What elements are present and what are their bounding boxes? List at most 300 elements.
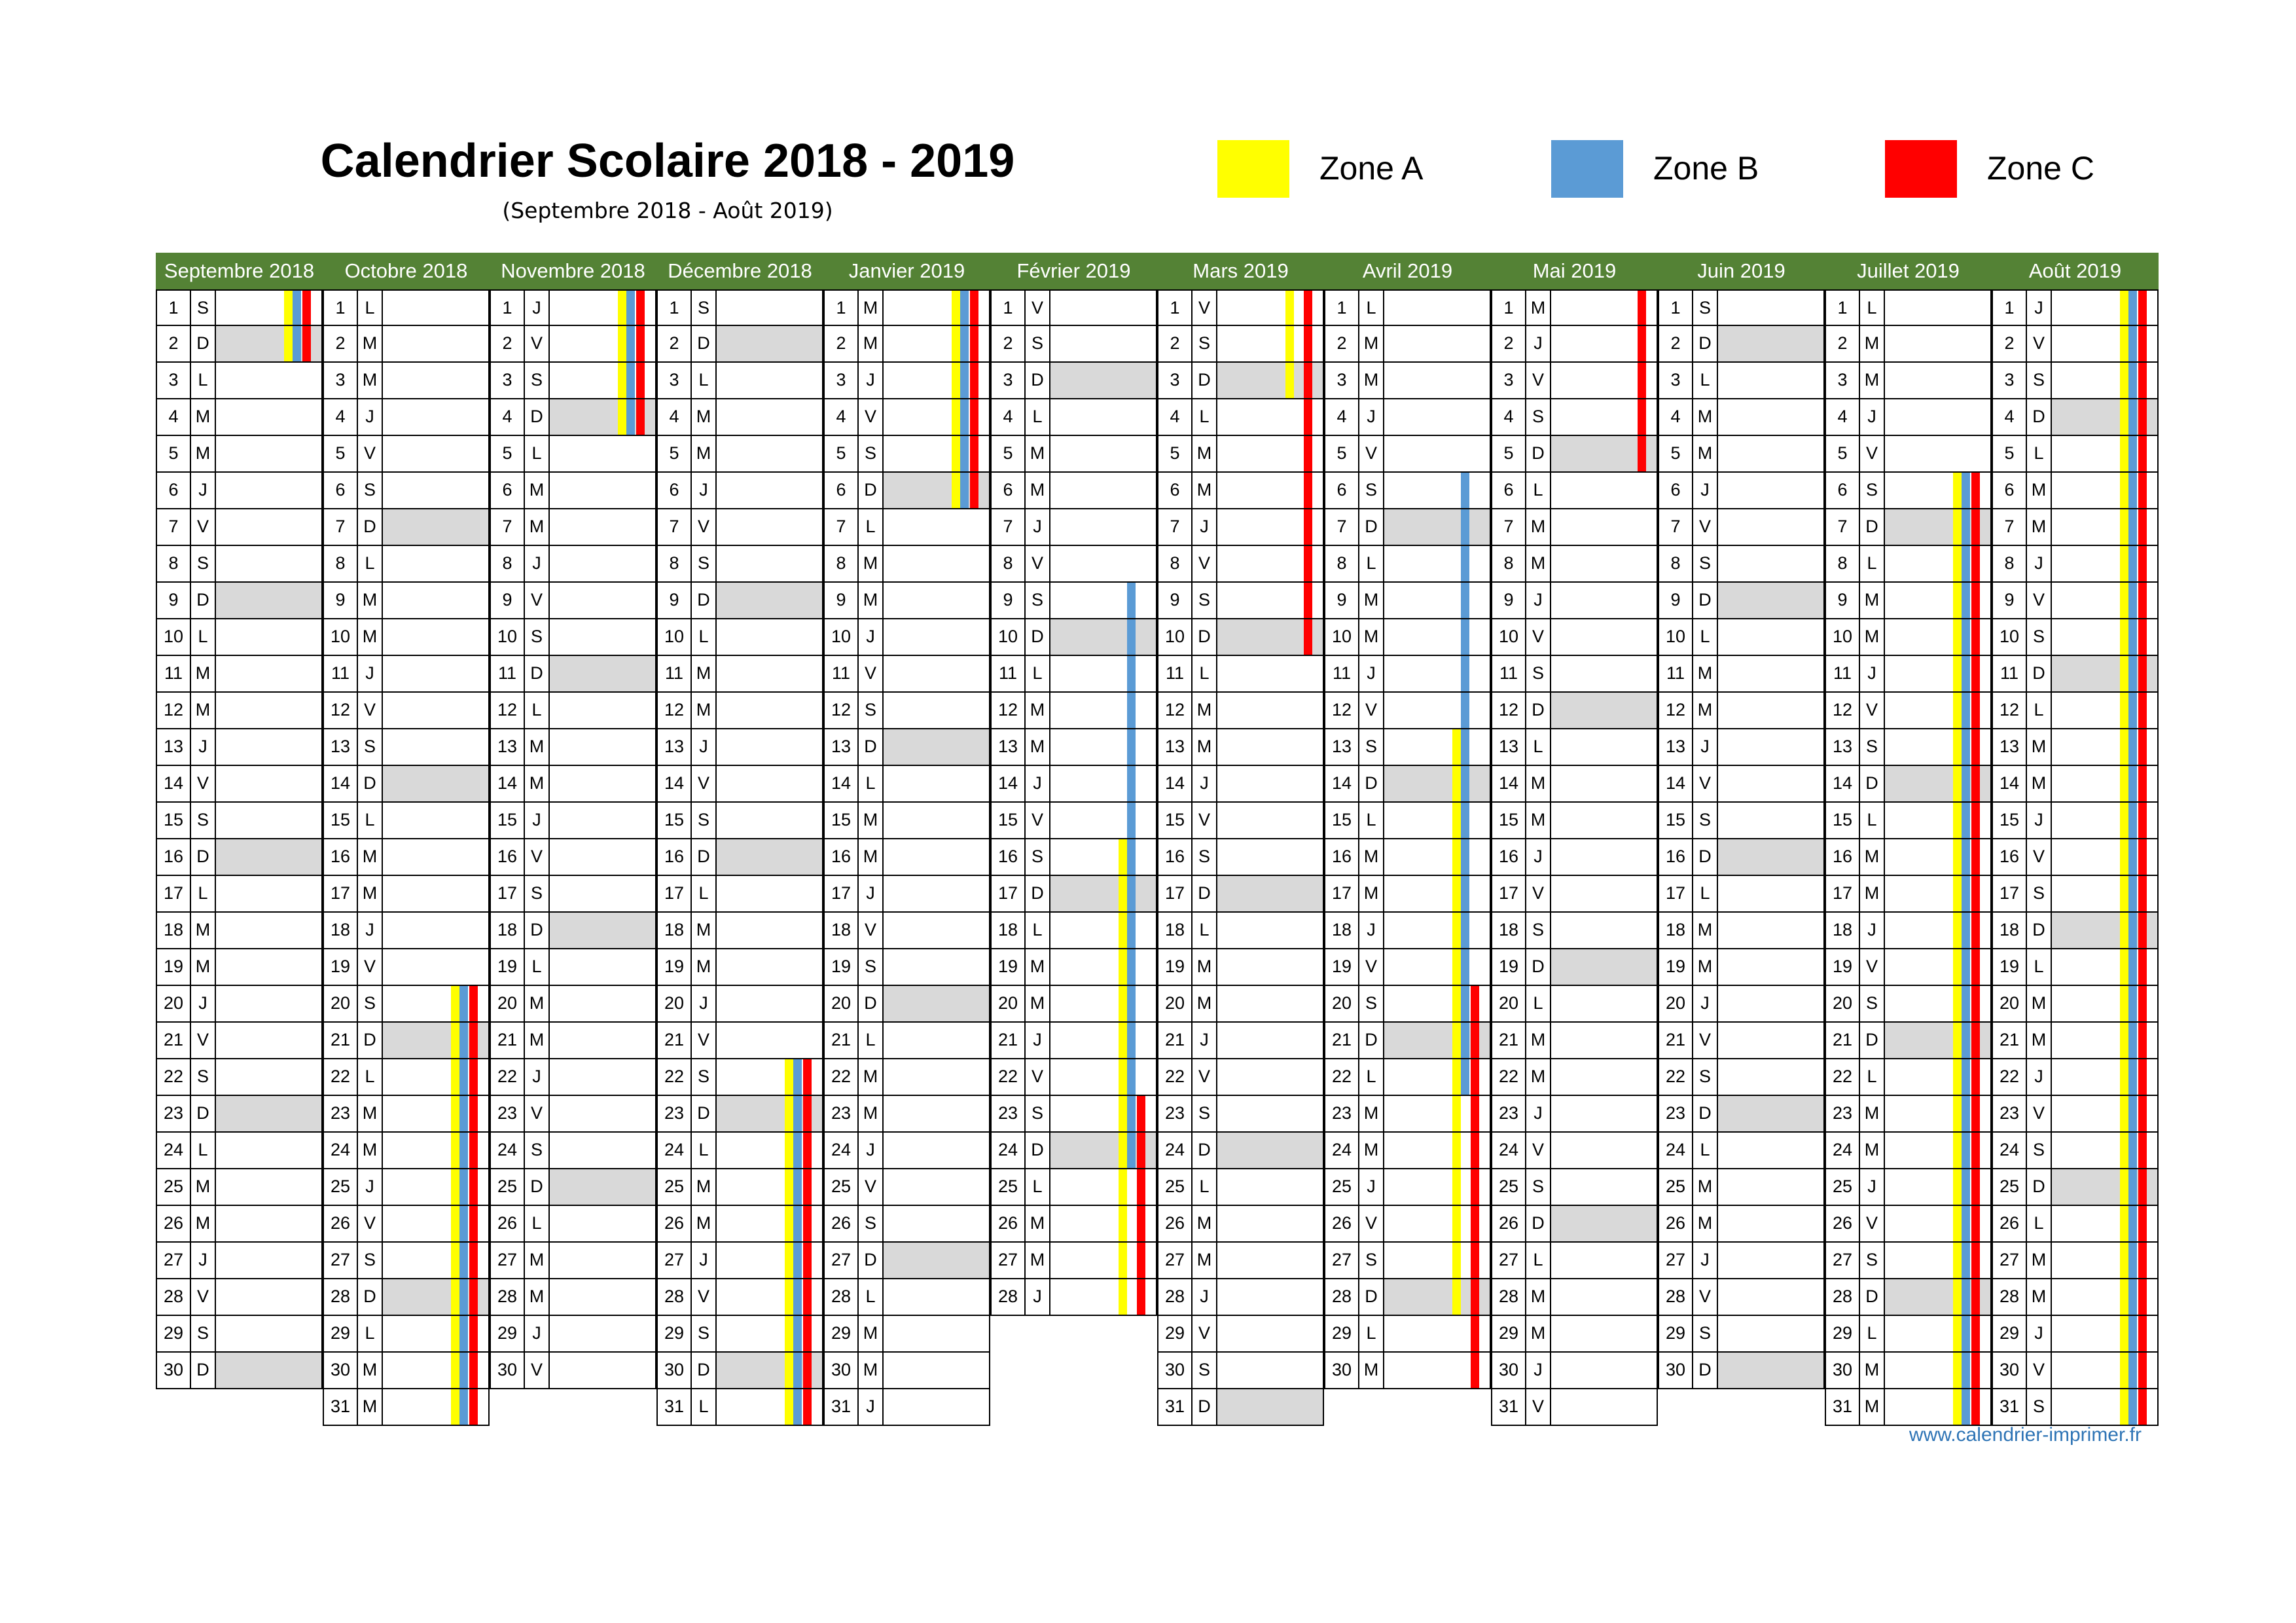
event-cell[interactable] bbox=[717, 473, 822, 508]
event-cell[interactable] bbox=[550, 1059, 655, 1095]
event-cell[interactable] bbox=[1885, 363, 1990, 398]
event-cell[interactable] bbox=[717, 1389, 822, 1425]
event-cell[interactable] bbox=[1217, 876, 1323, 911]
event-cell[interactable] bbox=[550, 656, 655, 691]
event-cell[interactable] bbox=[1885, 291, 1990, 325]
event-cell[interactable] bbox=[1718, 729, 1823, 765]
event-cell[interactable] bbox=[1050, 656, 1156, 691]
event-cell[interactable] bbox=[1718, 1279, 1823, 1315]
event-cell[interactable] bbox=[1217, 913, 1323, 948]
event-cell[interactable] bbox=[1551, 803, 1657, 838]
event-cell[interactable] bbox=[1050, 913, 1156, 948]
event-cell[interactable] bbox=[1551, 1316, 1657, 1351]
event-cell[interactable] bbox=[1217, 1316, 1323, 1351]
event-cell[interactable] bbox=[1551, 291, 1657, 325]
event-cell[interactable] bbox=[717, 291, 822, 325]
event-cell[interactable] bbox=[1718, 473, 1823, 508]
event-cell[interactable] bbox=[383, 1206, 488, 1241]
event-cell[interactable] bbox=[1217, 583, 1323, 618]
event-cell[interactable] bbox=[2052, 693, 2157, 728]
event-cell[interactable] bbox=[717, 583, 822, 618]
event-cell[interactable] bbox=[2052, 1133, 2157, 1168]
event-cell[interactable] bbox=[717, 656, 822, 691]
event-cell[interactable] bbox=[1551, 729, 1657, 765]
event-cell[interactable] bbox=[1551, 1169, 1657, 1205]
event-cell[interactable] bbox=[1384, 803, 1490, 838]
event-cell[interactable] bbox=[216, 546, 321, 581]
event-cell[interactable] bbox=[1384, 583, 1490, 618]
event-cell[interactable] bbox=[884, 1206, 989, 1241]
event-cell[interactable] bbox=[1217, 986, 1323, 1021]
event-cell[interactable] bbox=[383, 1353, 488, 1388]
event-cell[interactable] bbox=[884, 839, 989, 875]
event-cell[interactable] bbox=[1217, 839, 1323, 875]
event-cell[interactable] bbox=[717, 1096, 822, 1131]
event-cell[interactable] bbox=[884, 1059, 989, 1095]
event-cell[interactable] bbox=[550, 1169, 655, 1205]
event-cell[interactable] bbox=[1718, 693, 1823, 728]
event-cell[interactable] bbox=[2052, 1059, 2157, 1095]
event-cell[interactable] bbox=[1885, 1169, 1990, 1205]
event-cell[interactable] bbox=[1718, 656, 1823, 691]
event-cell[interactable] bbox=[383, 291, 488, 325]
event-cell[interactable] bbox=[216, 656, 321, 691]
event-cell[interactable] bbox=[717, 1169, 822, 1205]
event-cell[interactable] bbox=[383, 1023, 488, 1058]
event-cell[interactable] bbox=[2052, 949, 2157, 985]
event-cell[interactable] bbox=[717, 399, 822, 435]
event-cell[interactable] bbox=[1885, 1206, 1990, 1241]
event-cell[interactable] bbox=[1050, 363, 1156, 398]
event-cell[interactable] bbox=[1718, 913, 1823, 948]
event-cell[interactable] bbox=[1718, 1353, 1823, 1388]
event-cell[interactable] bbox=[1384, 509, 1490, 545]
event-cell[interactable] bbox=[216, 949, 321, 985]
event-cell[interactable] bbox=[216, 839, 321, 875]
event-cell[interactable] bbox=[383, 949, 488, 985]
event-cell[interactable] bbox=[717, 1059, 822, 1095]
event-cell[interactable] bbox=[884, 1316, 989, 1351]
event-cell[interactable] bbox=[1551, 509, 1657, 545]
event-cell[interactable] bbox=[383, 913, 488, 948]
event-cell[interactable] bbox=[1050, 619, 1156, 655]
event-cell[interactable] bbox=[2052, 363, 2157, 398]
event-cell[interactable] bbox=[1050, 326, 1156, 361]
event-cell[interactable] bbox=[383, 729, 488, 765]
event-cell[interactable] bbox=[1217, 803, 1323, 838]
event-cell[interactable] bbox=[717, 1023, 822, 1058]
event-cell[interactable] bbox=[550, 326, 655, 361]
event-cell[interactable] bbox=[1217, 1059, 1323, 1095]
event-cell[interactable] bbox=[884, 986, 989, 1021]
event-cell[interactable] bbox=[550, 1096, 655, 1131]
event-cell[interactable] bbox=[216, 583, 321, 618]
event-cell[interactable] bbox=[884, 1243, 989, 1278]
event-cell[interactable] bbox=[1050, 1133, 1156, 1168]
event-cell[interactable] bbox=[1384, 1169, 1490, 1205]
event-cell[interactable] bbox=[1551, 583, 1657, 618]
event-cell[interactable] bbox=[1384, 729, 1490, 765]
event-cell[interactable] bbox=[216, 619, 321, 655]
event-cell[interactable] bbox=[1885, 1279, 1990, 1315]
event-cell[interactable] bbox=[1384, 949, 1490, 985]
event-cell[interactable] bbox=[1384, 1353, 1490, 1388]
event-cell[interactable] bbox=[1384, 436, 1490, 471]
event-cell[interactable] bbox=[1217, 1096, 1323, 1131]
event-cell[interactable] bbox=[550, 766, 655, 801]
event-cell[interactable] bbox=[1217, 1206, 1323, 1241]
event-cell[interactable] bbox=[1217, 1279, 1323, 1315]
event-cell[interactable] bbox=[1217, 291, 1323, 325]
event-cell[interactable] bbox=[1551, 656, 1657, 691]
event-cell[interactable] bbox=[1551, 913, 1657, 948]
event-cell[interactable] bbox=[1885, 839, 1990, 875]
event-cell[interactable] bbox=[717, 693, 822, 728]
event-cell[interactable] bbox=[717, 803, 822, 838]
event-cell[interactable] bbox=[383, 1389, 488, 1425]
event-cell[interactable] bbox=[550, 291, 655, 325]
event-cell[interactable] bbox=[383, 803, 488, 838]
event-cell[interactable] bbox=[1050, 803, 1156, 838]
event-cell[interactable] bbox=[2052, 839, 2157, 875]
event-cell[interactable] bbox=[1551, 1353, 1657, 1388]
event-cell[interactable] bbox=[2052, 1243, 2157, 1278]
event-cell[interactable] bbox=[1551, 1023, 1657, 1058]
event-cell[interactable] bbox=[1718, 1243, 1823, 1278]
event-cell[interactable] bbox=[1551, 326, 1657, 361]
event-cell[interactable] bbox=[717, 1243, 822, 1278]
event-cell[interactable] bbox=[216, 913, 321, 948]
event-cell[interactable] bbox=[550, 363, 655, 398]
event-cell[interactable] bbox=[1551, 949, 1657, 985]
event-cell[interactable] bbox=[383, 766, 488, 801]
event-cell[interactable] bbox=[1718, 436, 1823, 471]
event-cell[interactable] bbox=[550, 399, 655, 435]
event-cell[interactable] bbox=[216, 473, 321, 508]
event-cell[interactable] bbox=[383, 986, 488, 1021]
event-cell[interactable] bbox=[550, 986, 655, 1021]
event-cell[interactable] bbox=[550, 693, 655, 728]
event-cell[interactable] bbox=[1885, 876, 1990, 911]
event-cell[interactable] bbox=[1217, 1389, 1323, 1425]
event-cell[interactable] bbox=[383, 326, 488, 361]
event-cell[interactable] bbox=[216, 1279, 321, 1315]
event-cell[interactable] bbox=[1217, 619, 1323, 655]
event-cell[interactable] bbox=[1885, 986, 1990, 1021]
event-cell[interactable] bbox=[383, 473, 488, 508]
event-cell[interactable] bbox=[550, 1353, 655, 1388]
event-cell[interactable] bbox=[1718, 1206, 1823, 1241]
event-cell[interactable] bbox=[1718, 546, 1823, 581]
event-cell[interactable] bbox=[1050, 1059, 1156, 1095]
event-cell[interactable] bbox=[383, 839, 488, 875]
event-cell[interactable] bbox=[1885, 326, 1990, 361]
event-cell[interactable] bbox=[1050, 546, 1156, 581]
event-cell[interactable] bbox=[1885, 546, 1990, 581]
event-cell[interactable] bbox=[216, 291, 321, 325]
event-cell[interactable] bbox=[216, 326, 321, 361]
event-cell[interactable] bbox=[2052, 913, 2157, 948]
event-cell[interactable] bbox=[2052, 473, 2157, 508]
event-cell[interactable] bbox=[216, 1023, 321, 1058]
event-cell[interactable] bbox=[1885, 766, 1990, 801]
event-cell[interactable] bbox=[884, 876, 989, 911]
event-cell[interactable] bbox=[1384, 766, 1490, 801]
event-cell[interactable] bbox=[1885, 473, 1990, 508]
event-cell[interactable] bbox=[1384, 693, 1490, 728]
event-cell[interactable] bbox=[2052, 876, 2157, 911]
event-cell[interactable] bbox=[717, 509, 822, 545]
event-cell[interactable] bbox=[1050, 399, 1156, 435]
event-cell[interactable] bbox=[884, 399, 989, 435]
event-cell[interactable] bbox=[216, 1316, 321, 1351]
event-cell[interactable] bbox=[1551, 839, 1657, 875]
event-cell[interactable] bbox=[550, 1279, 655, 1315]
event-cell[interactable] bbox=[550, 913, 655, 948]
event-cell[interactable] bbox=[1718, 839, 1823, 875]
event-cell[interactable] bbox=[216, 1353, 321, 1388]
event-cell[interactable] bbox=[884, 729, 989, 765]
event-cell[interactable] bbox=[1217, 1169, 1323, 1205]
event-cell[interactable] bbox=[216, 1096, 321, 1131]
event-cell[interactable] bbox=[1384, 326, 1490, 361]
event-cell[interactable] bbox=[1551, 1059, 1657, 1095]
event-cell[interactable] bbox=[2052, 583, 2157, 618]
event-cell[interactable] bbox=[216, 1243, 321, 1278]
event-cell[interactable] bbox=[884, 1353, 989, 1388]
event-cell[interactable] bbox=[216, 1169, 321, 1205]
event-cell[interactable] bbox=[884, 1279, 989, 1315]
event-cell[interactable] bbox=[2052, 1023, 2157, 1058]
event-cell[interactable] bbox=[216, 436, 321, 471]
event-cell[interactable] bbox=[1551, 1096, 1657, 1131]
event-cell[interactable] bbox=[1718, 1133, 1823, 1168]
event-cell[interactable] bbox=[1217, 693, 1323, 728]
event-cell[interactable] bbox=[717, 1133, 822, 1168]
event-cell[interactable] bbox=[216, 1206, 321, 1241]
event-cell[interactable] bbox=[383, 363, 488, 398]
event-cell[interactable] bbox=[1885, 693, 1990, 728]
event-cell[interactable] bbox=[1384, 1316, 1490, 1351]
event-cell[interactable] bbox=[1384, 1279, 1490, 1315]
event-cell[interactable] bbox=[2052, 656, 2157, 691]
event-cell[interactable] bbox=[1217, 473, 1323, 508]
event-cell[interactable] bbox=[884, 949, 989, 985]
event-cell[interactable] bbox=[1718, 803, 1823, 838]
event-cell[interactable] bbox=[1384, 986, 1490, 1021]
event-cell[interactable] bbox=[1551, 1389, 1657, 1425]
event-cell[interactable] bbox=[717, 1279, 822, 1315]
event-cell[interactable] bbox=[1217, 1243, 1323, 1278]
event-cell[interactable] bbox=[1551, 1206, 1657, 1241]
event-cell[interactable] bbox=[884, 766, 989, 801]
event-cell[interactable] bbox=[1885, 656, 1990, 691]
event-cell[interactable] bbox=[1217, 399, 1323, 435]
event-cell[interactable] bbox=[1551, 693, 1657, 728]
event-cell[interactable] bbox=[1718, 1316, 1823, 1351]
event-cell[interactable] bbox=[884, 1023, 989, 1058]
event-cell[interactable] bbox=[1217, 546, 1323, 581]
event-cell[interactable] bbox=[1217, 949, 1323, 985]
event-cell[interactable] bbox=[1384, 1206, 1490, 1241]
event-cell[interactable] bbox=[550, 1316, 655, 1351]
event-cell[interactable] bbox=[1718, 1023, 1823, 1058]
event-cell[interactable] bbox=[1217, 729, 1323, 765]
event-cell[interactable] bbox=[550, 619, 655, 655]
event-cell[interactable] bbox=[2052, 291, 2157, 325]
event-cell[interactable] bbox=[1718, 1169, 1823, 1205]
event-cell[interactable] bbox=[1217, 509, 1323, 545]
event-cell[interactable] bbox=[2052, 1169, 2157, 1205]
event-cell[interactable] bbox=[383, 876, 488, 911]
event-cell[interactable] bbox=[1050, 1243, 1156, 1278]
event-cell[interactable] bbox=[383, 436, 488, 471]
event-cell[interactable] bbox=[717, 913, 822, 948]
event-cell[interactable] bbox=[1885, 1096, 1990, 1131]
event-cell[interactable] bbox=[383, 546, 488, 581]
event-cell[interactable] bbox=[1217, 1023, 1323, 1058]
event-cell[interactable] bbox=[1050, 1279, 1156, 1315]
event-cell[interactable] bbox=[1885, 1243, 1990, 1278]
event-cell[interactable] bbox=[1885, 619, 1990, 655]
event-cell[interactable] bbox=[1551, 876, 1657, 911]
event-cell[interactable] bbox=[216, 693, 321, 728]
event-cell[interactable] bbox=[1050, 949, 1156, 985]
event-cell[interactable] bbox=[550, 583, 655, 618]
event-cell[interactable] bbox=[1384, 473, 1490, 508]
event-cell[interactable] bbox=[1050, 291, 1156, 325]
event-cell[interactable] bbox=[550, 1133, 655, 1168]
event-cell[interactable] bbox=[717, 619, 822, 655]
event-cell[interactable] bbox=[1718, 949, 1823, 985]
event-cell[interactable] bbox=[1885, 399, 1990, 435]
event-cell[interactable] bbox=[1551, 1133, 1657, 1168]
event-cell[interactable] bbox=[717, 326, 822, 361]
event-cell[interactable] bbox=[383, 656, 488, 691]
event-cell[interactable] bbox=[1551, 546, 1657, 581]
event-cell[interactable] bbox=[2052, 1316, 2157, 1351]
event-cell[interactable] bbox=[550, 436, 655, 471]
website-link[interactable]: www.calendrier-imprimer.fr bbox=[1909, 1424, 2142, 1446]
event-cell[interactable] bbox=[216, 1133, 321, 1168]
event-cell[interactable] bbox=[717, 1353, 822, 1388]
event-cell[interactable] bbox=[1384, 839, 1490, 875]
event-cell[interactable] bbox=[216, 876, 321, 911]
event-cell[interactable] bbox=[383, 1279, 488, 1315]
event-cell[interactable] bbox=[1217, 766, 1323, 801]
event-cell[interactable] bbox=[1050, 876, 1156, 911]
event-cell[interactable] bbox=[216, 363, 321, 398]
event-cell[interactable] bbox=[1050, 1169, 1156, 1205]
event-cell[interactable] bbox=[216, 766, 321, 801]
event-cell[interactable] bbox=[884, 546, 989, 581]
event-cell[interactable] bbox=[383, 1133, 488, 1168]
event-cell[interactable] bbox=[1885, 1316, 1990, 1351]
event-cell[interactable] bbox=[550, 546, 655, 581]
event-cell[interactable] bbox=[1718, 1096, 1823, 1131]
event-cell[interactable] bbox=[1885, 729, 1990, 765]
event-cell[interactable] bbox=[1050, 766, 1156, 801]
event-cell[interactable] bbox=[550, 473, 655, 508]
event-cell[interactable] bbox=[2052, 509, 2157, 545]
event-cell[interactable] bbox=[884, 619, 989, 655]
event-cell[interactable] bbox=[1885, 1389, 1990, 1425]
event-cell[interactable] bbox=[884, 509, 989, 545]
event-cell[interactable] bbox=[216, 1059, 321, 1095]
event-cell[interactable] bbox=[2052, 326, 2157, 361]
event-cell[interactable] bbox=[550, 729, 655, 765]
event-cell[interactable] bbox=[1718, 326, 1823, 361]
event-cell[interactable] bbox=[1217, 1133, 1323, 1168]
event-cell[interactable] bbox=[550, 1206, 655, 1241]
event-cell[interactable] bbox=[2052, 546, 2157, 581]
event-cell[interactable] bbox=[717, 766, 822, 801]
event-cell[interactable] bbox=[1384, 1059, 1490, 1095]
event-cell[interactable] bbox=[717, 436, 822, 471]
event-cell[interactable] bbox=[884, 803, 989, 838]
event-cell[interactable] bbox=[1885, 913, 1990, 948]
event-cell[interactable] bbox=[1718, 399, 1823, 435]
event-cell[interactable] bbox=[717, 949, 822, 985]
event-cell[interactable] bbox=[1718, 876, 1823, 911]
event-cell[interactable] bbox=[1217, 326, 1323, 361]
event-cell[interactable] bbox=[550, 509, 655, 545]
event-cell[interactable] bbox=[1885, 803, 1990, 838]
event-cell[interactable] bbox=[383, 1243, 488, 1278]
event-cell[interactable] bbox=[2052, 986, 2157, 1021]
event-cell[interactable] bbox=[884, 656, 989, 691]
event-cell[interactable] bbox=[1551, 473, 1657, 508]
event-cell[interactable] bbox=[1551, 1243, 1657, 1278]
event-cell[interactable] bbox=[1050, 436, 1156, 471]
event-cell[interactable] bbox=[1718, 363, 1823, 398]
event-cell[interactable] bbox=[1885, 1023, 1990, 1058]
event-cell[interactable] bbox=[1217, 363, 1323, 398]
event-cell[interactable] bbox=[717, 729, 822, 765]
event-cell[interactable] bbox=[383, 399, 488, 435]
event-cell[interactable] bbox=[550, 1023, 655, 1058]
event-cell[interactable] bbox=[1050, 693, 1156, 728]
event-cell[interactable] bbox=[383, 619, 488, 655]
event-cell[interactable] bbox=[1384, 1243, 1490, 1278]
event-cell[interactable] bbox=[1885, 583, 1990, 618]
event-cell[interactable] bbox=[884, 1096, 989, 1131]
event-cell[interactable] bbox=[1718, 291, 1823, 325]
event-cell[interactable] bbox=[1551, 1279, 1657, 1315]
event-cell[interactable] bbox=[550, 803, 655, 838]
event-cell[interactable] bbox=[1384, 363, 1490, 398]
event-cell[interactable] bbox=[550, 876, 655, 911]
event-cell[interactable] bbox=[1050, 1096, 1156, 1131]
event-cell[interactable] bbox=[550, 839, 655, 875]
event-cell[interactable] bbox=[1050, 509, 1156, 545]
event-cell[interactable] bbox=[717, 1316, 822, 1351]
event-cell[interactable] bbox=[717, 876, 822, 911]
event-cell[interactable] bbox=[383, 1096, 488, 1131]
event-cell[interactable] bbox=[1885, 509, 1990, 545]
event-cell[interactable] bbox=[383, 693, 488, 728]
event-cell[interactable] bbox=[216, 399, 321, 435]
event-cell[interactable] bbox=[1718, 986, 1823, 1021]
event-cell[interactable] bbox=[383, 583, 488, 618]
event-cell[interactable] bbox=[550, 949, 655, 985]
event-cell[interactable] bbox=[2052, 399, 2157, 435]
event-cell[interactable] bbox=[550, 1243, 655, 1278]
event-cell[interactable] bbox=[1050, 583, 1156, 618]
event-cell[interactable] bbox=[717, 546, 822, 581]
event-cell[interactable] bbox=[1551, 766, 1657, 801]
event-cell[interactable] bbox=[1384, 876, 1490, 911]
